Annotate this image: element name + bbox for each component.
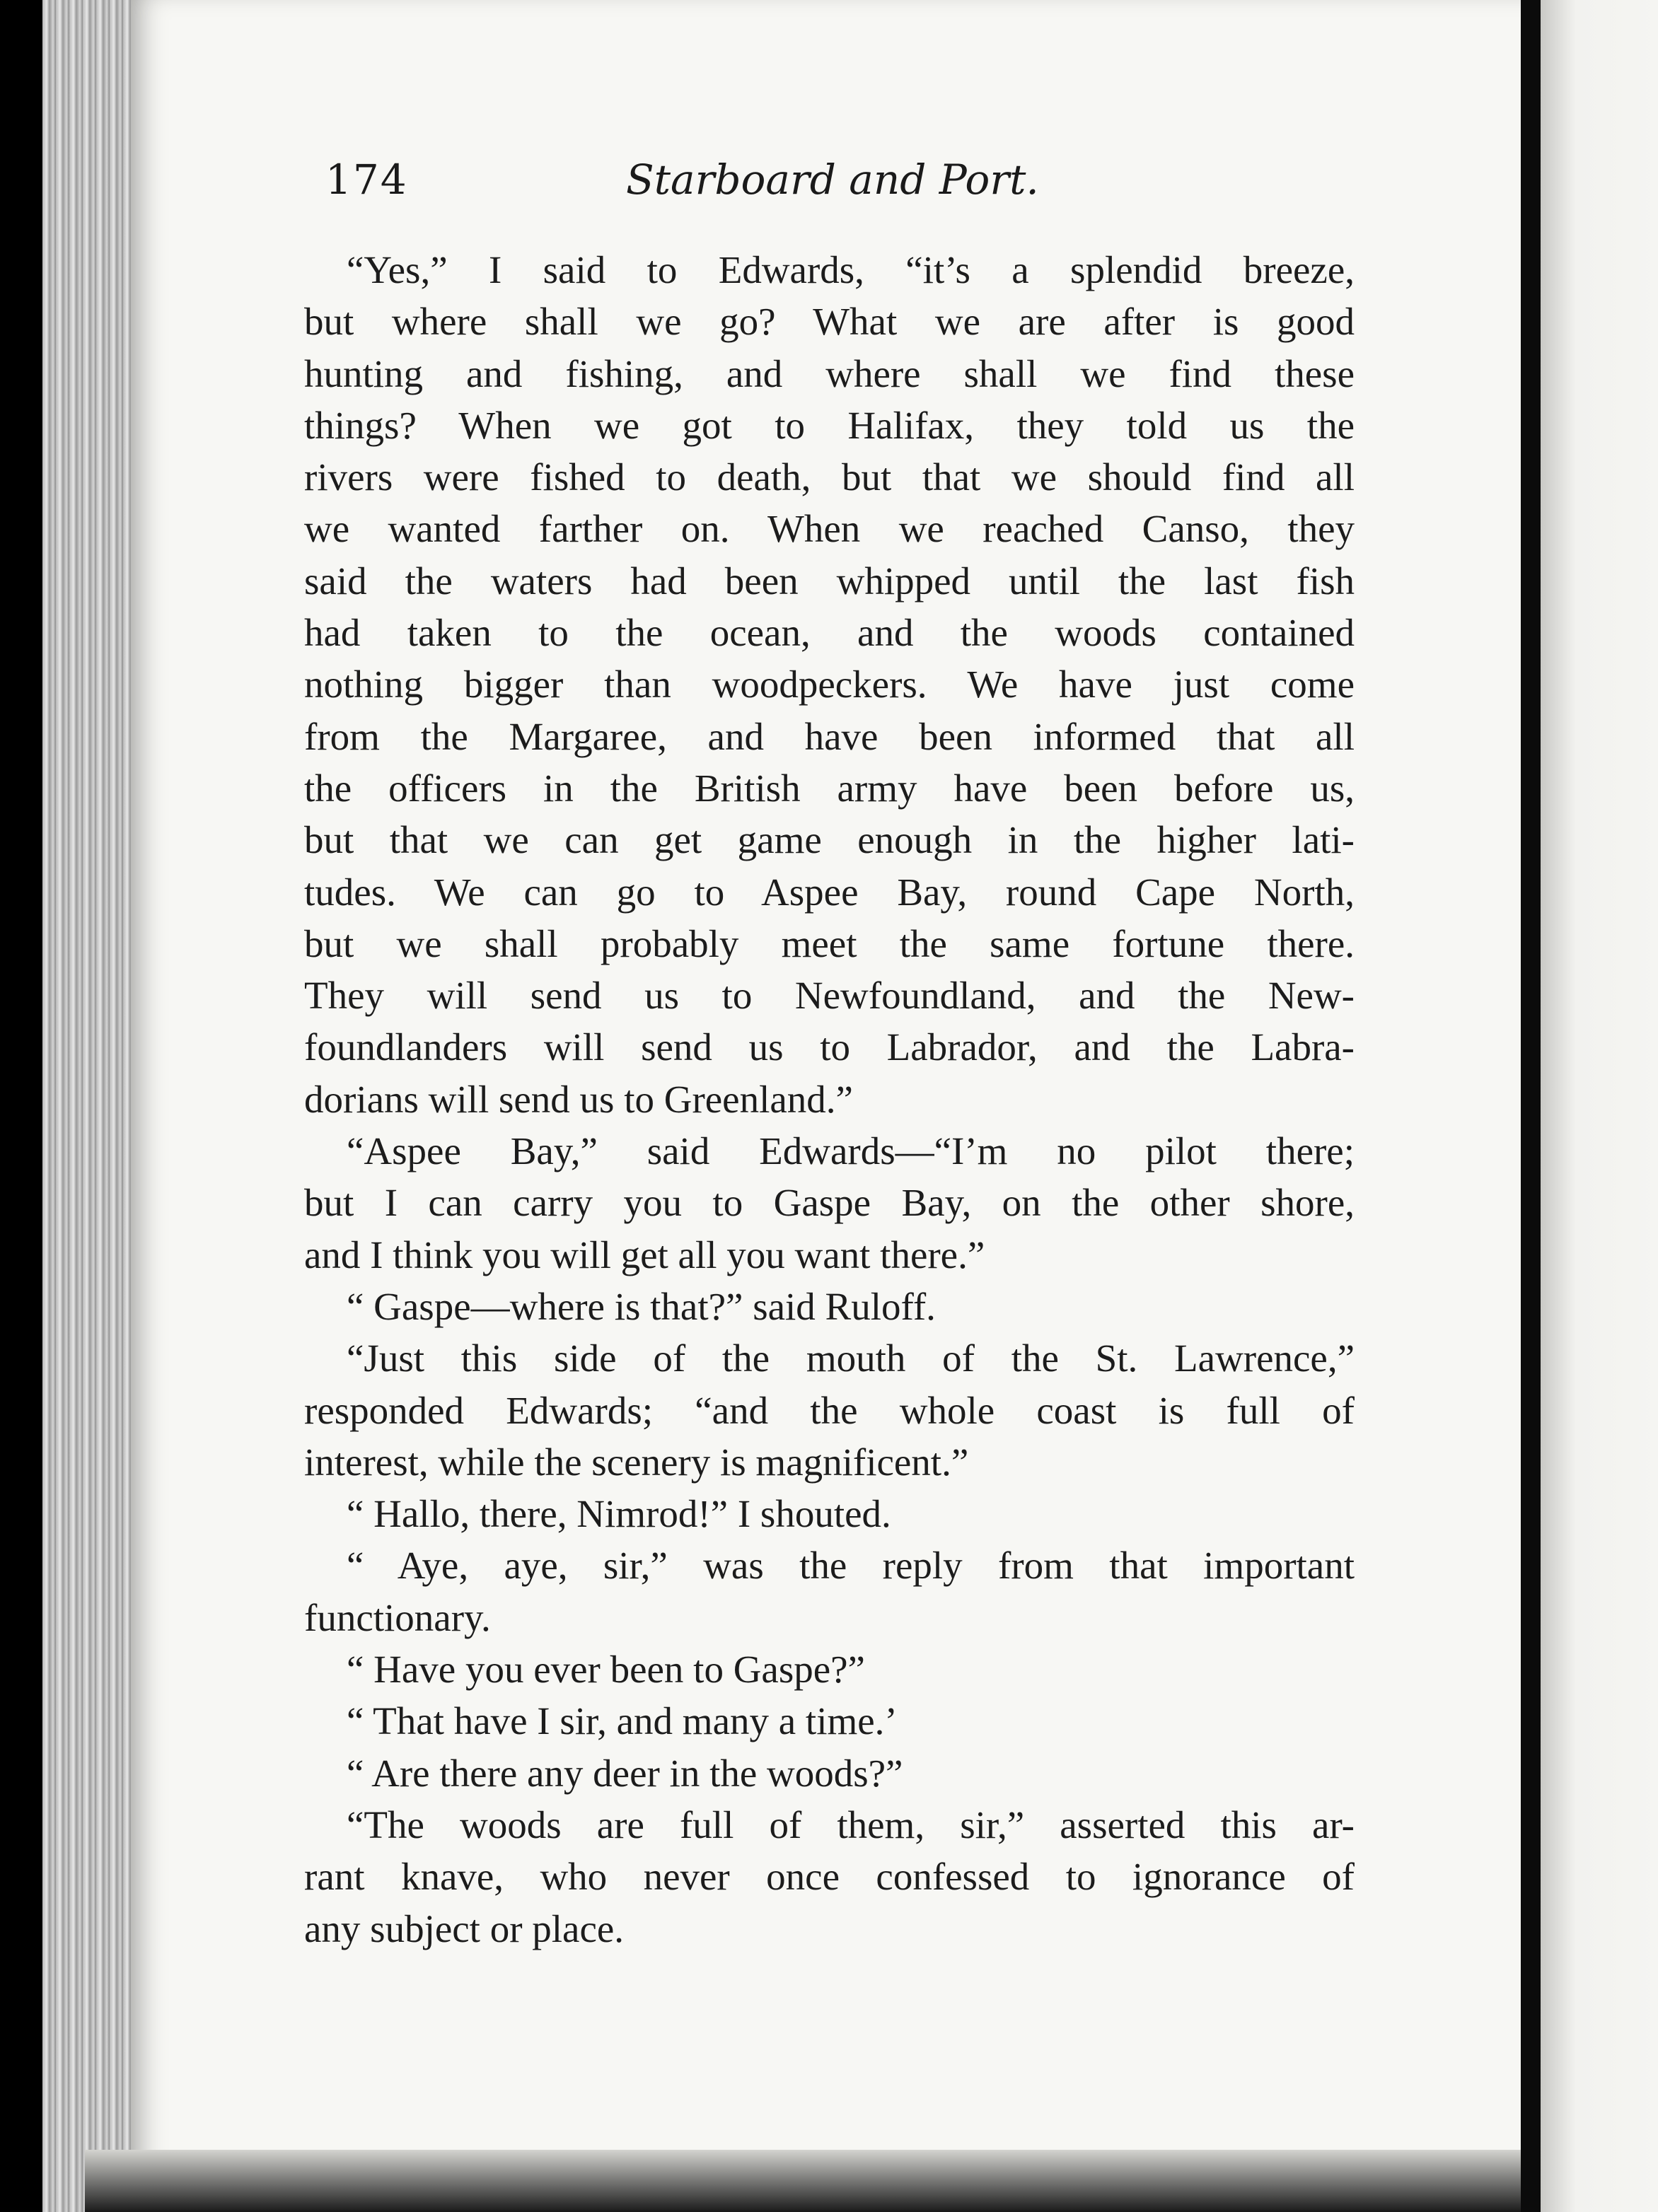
text-line: hunting and fishing, and where shall we find these [304, 351, 1355, 395]
text-line: “ Hallo, there, Nimrod!” I shouted. [347, 1492, 891, 1536]
text-line: “Just this side of the mouth of the St. Lawrence,” [347, 1337, 1355, 1380]
text-line: “Yes,” I said to Edwards, “it’s a splendid breeze, [347, 248, 1355, 291]
text-line: and I think you will get all you want there.” [304, 1233, 985, 1276]
text-line: interest, while the scenery is magnificent.” [304, 1440, 969, 1484]
page-header [325, 156, 1386, 226]
text-line: rant knave, who never once confessed to ignorance of [304, 1855, 1355, 1899]
text-line: dorians will send us to Greenland.” [304, 1077, 853, 1121]
text-line: “ Are there any deer in the woods?” [347, 1751, 903, 1795]
text-line: things? When we got to Halifax, they told us the [304, 403, 1355, 447]
book-gutter [1521, 0, 1541, 2212]
text-line: but we shall probably meet the same fortune there. [304, 921, 1355, 965]
body-text [304, 244, 1355, 1955]
text-line: but I can carry you to Gaspe Bay, on the other shore, [304, 1181, 1355, 1225]
text-line: “The woods are full of them, sir,” asserted this ar- [347, 1803, 1355, 1846]
text-line: said the waters had been whipped until the last fish [304, 559, 1355, 603]
page-bottom-edge [85, 2150, 1521, 2212]
text-line: functionary. [304, 1595, 491, 1639]
text-line: “Aspee Bay,” said Edwards—“I’m no pilot there; [347, 1129, 1355, 1173]
text-line: any subject or place. [304, 1907, 625, 1950]
text-line: we wanted farther on. When we reached Canso, they [304, 507, 1355, 551]
text-line: foundlanders will send us to Labrador, and the Labra- [304, 1025, 1355, 1069]
text-line: rivers were fished to death, but that we should find all [304, 455, 1355, 499]
text-line: They will send us to Newfoundland, and the New- [304, 974, 1355, 1018]
text-line: “ Gaspe—where is that?” said Ruloff. [347, 1284, 936, 1328]
text-line: “ That have I sir, and many a time.’ [347, 1699, 898, 1743]
text-line: but where shall we go? What we are after is good [304, 300, 1355, 344]
text-line: “ Aye, aye, sir,” was the reply from that important [347, 1544, 1355, 1588]
text-line: responded Edwards; “and the whole coast is full of [304, 1388, 1355, 1432]
text-line: nothing bigger than woodpeckers. We have just come [304, 663, 1355, 706]
text-line: had taken to the ocean, and the woods contained [304, 611, 1355, 655]
text-line: tudes. We can go to Aspee Bay, round Cape North, [304, 870, 1355, 914]
page-number: 174 [325, 156, 408, 204]
text-line: “ Have you ever been to Gaspe?” [347, 1648, 865, 1692]
text-line: from the Margaree, and have been informed that all [304, 714, 1355, 758]
text-line: but that we can get game enough in the higher lati- [304, 818, 1355, 862]
page-edges [42, 0, 134, 2212]
facing-page-edge [1541, 0, 1658, 2212]
running-title: Starboard and Port. [626, 156, 1039, 204]
text-line: the officers in the British army have been before us, [304, 766, 1355, 810]
